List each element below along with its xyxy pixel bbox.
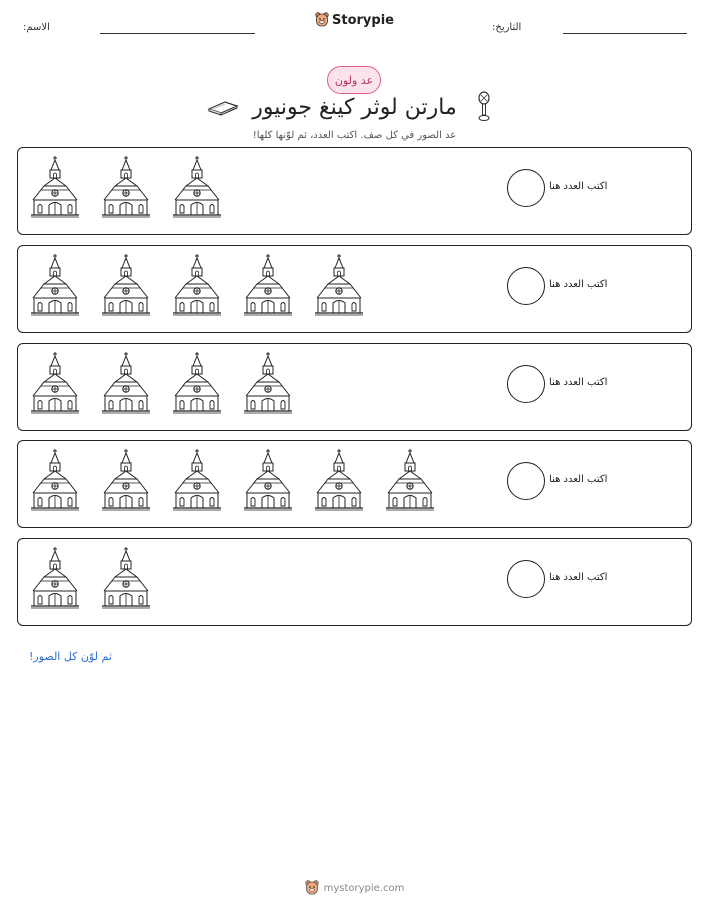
counting-row xyxy=(17,147,692,235)
church-icon xyxy=(30,352,80,414)
book-icon xyxy=(207,98,239,116)
answer-label: اكتب العدد هنا xyxy=(549,474,608,485)
counting-row xyxy=(17,440,692,528)
answer-circle[interactable] xyxy=(507,560,545,598)
church-icon xyxy=(30,254,80,316)
date-write-line[interactable] xyxy=(563,33,687,34)
answer-circle[interactable] xyxy=(507,365,545,403)
answer-label: اكتب العدد هنا xyxy=(549,377,608,388)
instructions-subtitle: عد الصور في كل صف. اكتب العدد، ثم لوّنها كلها! xyxy=(252,130,457,141)
church-icon xyxy=(314,449,364,511)
church-icon xyxy=(172,254,222,316)
brand-header xyxy=(0,12,709,28)
church-icon xyxy=(172,449,222,511)
church-icon xyxy=(172,156,222,218)
name-label: الاسم: xyxy=(23,22,50,33)
counting-row xyxy=(17,245,692,333)
church-icon xyxy=(101,352,151,414)
date-label: التاريخ: xyxy=(492,22,522,33)
church-icon xyxy=(101,156,151,218)
church-icon xyxy=(30,547,80,609)
church-icon xyxy=(30,156,80,218)
church-icon xyxy=(172,352,222,414)
activity-badge: عد ولون xyxy=(327,66,381,94)
microphone-icon xyxy=(476,91,492,122)
answer-label: اكتب العدد هنا xyxy=(549,279,608,290)
counting-row xyxy=(17,538,692,626)
church-icon xyxy=(101,449,151,511)
brand-name: Storypie xyxy=(332,12,394,28)
church-icon xyxy=(385,449,435,511)
page-title: مارتن لوثر كينغ جونيور xyxy=(252,95,457,120)
counting-row xyxy=(17,343,692,431)
site-url: mystorypie.com xyxy=(323,882,405,894)
name-write-line[interactable] xyxy=(100,33,255,34)
coloring-note: ثم لوّن كل الصور! xyxy=(29,650,112,663)
church-icon xyxy=(243,254,293,316)
church-icon xyxy=(243,352,293,414)
church-icon xyxy=(101,254,151,316)
bear-logo-icon xyxy=(305,880,319,896)
site-footer xyxy=(0,880,709,896)
church-icon xyxy=(101,547,151,609)
answer-circle[interactable] xyxy=(507,267,545,305)
answer-label: اكتب العدد هنا xyxy=(549,181,608,192)
church-icon xyxy=(243,449,293,511)
answer-circle[interactable] xyxy=(507,169,545,207)
bear-logo-icon xyxy=(315,12,329,28)
church-icon xyxy=(30,449,80,511)
answer-circle[interactable] xyxy=(507,462,545,500)
answer-label: اكتب العدد هنا xyxy=(549,572,608,583)
church-icon xyxy=(314,254,364,316)
